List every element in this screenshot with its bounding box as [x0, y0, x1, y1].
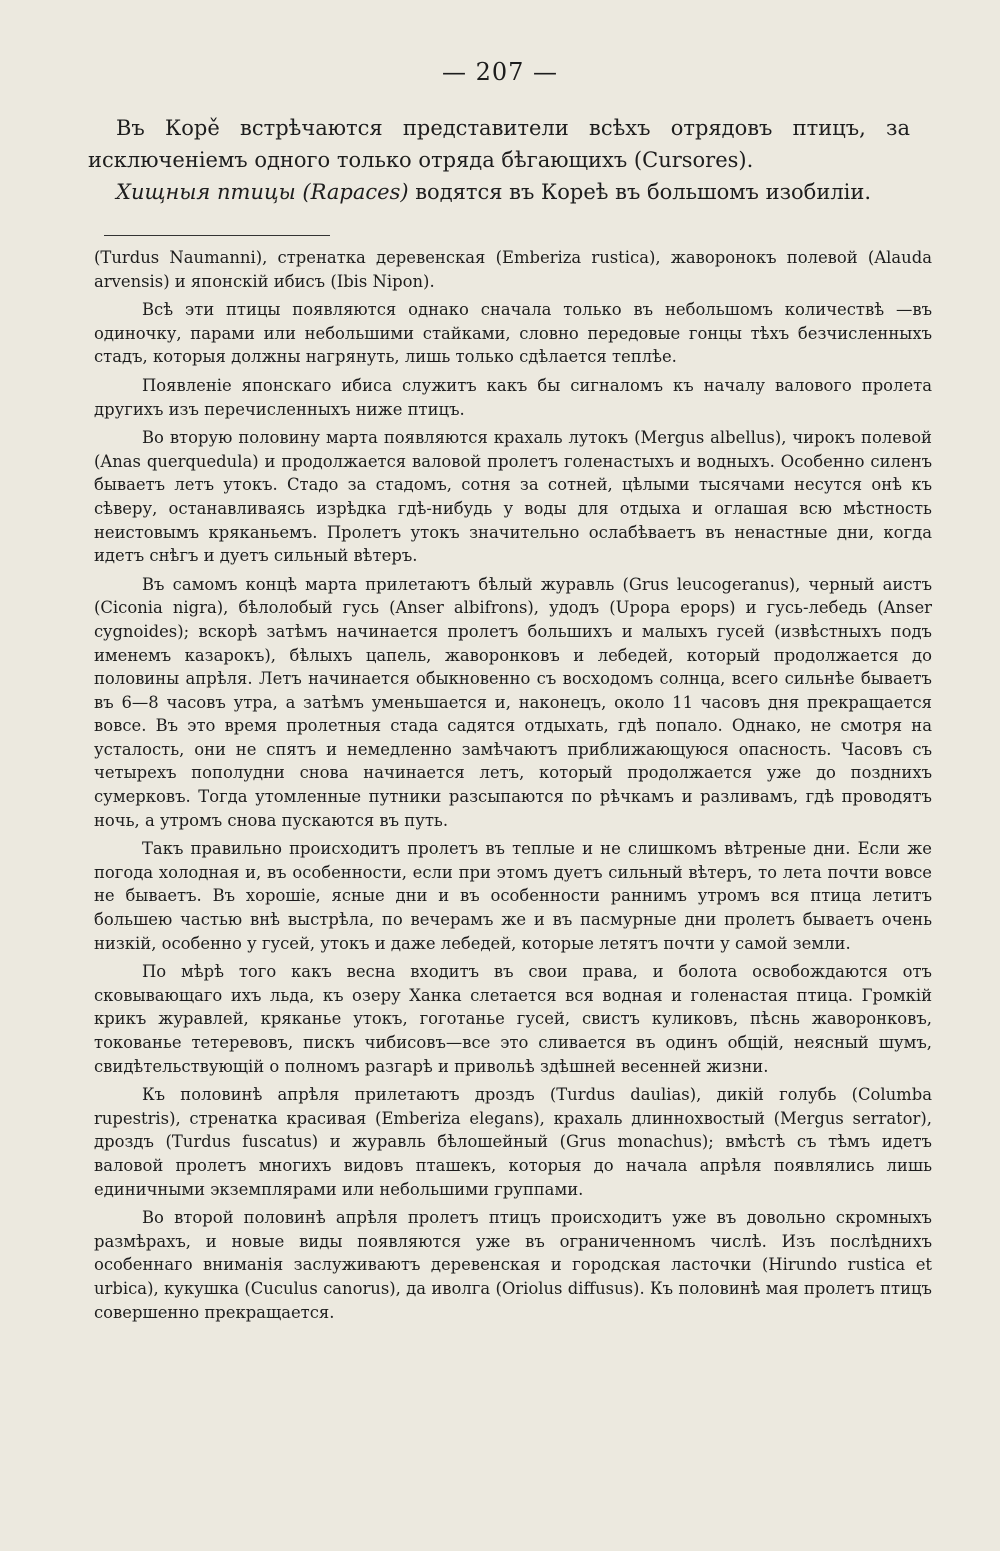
paragraph: Въ самомъ концѣ марта прилетаютъ бѣлый журавль (Grus leucogeranus), черный аистъ (Ciconia nigra), бѣлолобый гусь (Anser albifrons), удодъ (Upopa epops) и гусь-лебедь (Anser cygnoides); вскорѣ затѣмъ начинается пролетъ большихъ и малыхъ гусей (извѣстныхъ подъ именемъ казарокъ), бѣлыхъ цапель, жаворонковъ и лебедей, который продолжается до половины апрѣля. Летъ начинается обыкновенно съ восходомъ солнца, всего сильнѣе бываетъ въ 6—8 часовъ утра, а затѣмъ уменьшается и, наконецъ, около 11 часовъ дня прекращается вовсе. Въ это время пролетныя стада садятся отдыхать, гдѣ попало. Однако, не смотря на усталость, они не спятъ и немедленно замѣчаютъ приближающуюся опасность. Часовъ съ четырехъ пополудни снова начинается летъ, который продолжается уже до позднихъ сумерковъ. Тогда утомленные путники разсыпаются по рѣчкамъ и разливамъ, гдѣ проводятъ ночь, а утромъ снова пускаются въ путь. [94, 574, 932, 830]
heading-block [88, 112, 910, 208]
heading-sentence: Въ Коре̌ встрѣчаются представители всѣхъ отрядовъ птицъ, за исключеніемъ одного только отряда бѣгающихъ (Cursores). [88, 116, 910, 172]
paragraph: (Turdus Naumanni), стренатка деревенская (Emberiza rustica), жаворонокъ полевой (Alauda arvensis) и японскій ибисъ (Ibis Nipon). [94, 248, 932, 291]
paragraph: По мѣрѣ того какъ весна входитъ въ свои права, и болота освобождаются отъ сковывающаго ихъ льда, къ озеру Ханка слетается вся водная и голенастая птица. Громкій крикъ журавлей, кряканье утокъ, гоготанье гусей, свистъ куликовъ, пѣснь жаворонковъ, токованье тетеревовъ, пискъ чибисовъ—все это сливается въ одинъ общій, неясный шумъ, свидѣтельствующій о полномъ разгарѣ и привольѣ здѣшней весенней жизни. [94, 962, 932, 1076]
paragraph: Такъ правильно происходитъ пролетъ въ теплые и не слишкомъ вѣтреные дни. Если же погода холодная и, въ особенности, если при этомъ дуетъ сильный вѣтеръ, то лета почти вовсе не бываетъ. Въ хорошіе, ясные дни и въ особенности раннимъ утромъ вся птица летитъ большею частью внѣ выстрѣла, по вечерамъ же и въ пасмурные дни пролетъ бываетъ очень низкій, особенно у гусей, утокъ и даже лебедей, которые летятъ почти у самой земли. [94, 839, 932, 953]
paragraph: Къ половинѣ апрѣля прилетаютъ дроздъ (Turdus daulias), дикій голубь (Columba rupestris), стренатка красивая (Emberiza elegans), крахаль длиннохвостый (Mergus serrator), дроздъ (Turdus fuscatus) и журавль бѣлошейный (Grus monachus); вмѣстѣ съ тѣмъ идетъ валовой пролетъ многихъ видовъ пташекъ, которыя до начала апрѣля появлялись лишь единичными экземплярами или небольшими группами. [94, 1085, 932, 1199]
paragraph: Всѣ эти птицы появляются однако сначала только въ небольшомъ количествѣ —въ одиночку, парами или небольшими стайками, словно передовые гонцы тѣхъ безчисленныхъ стадъ, которыя должны нагрянуть, лишь только сдѣлается теплѣе. [94, 300, 932, 367]
raptors-term: Хищныя птицы (Rapaces) [116, 180, 409, 204]
section-divider [104, 235, 330, 236]
paragraph: Появленіе японскаго ибиса служитъ какъ бы сигналомъ къ началу валового пролета другихъ изъ перечисленныхъ ниже птицъ. [94, 375, 932, 419]
raptors-rest: водятся въ Кореѣ въ большомъ изобиліи. [408, 180, 872, 204]
paragraph: Во второй половинѣ апрѣля пролетъ птицъ происходитъ уже въ довольно скромныхъ размѣрахъ, и новые виды появляются уже въ ограниченномъ числѣ. Изъ послѣднихъ особеннаго вниманія заслуживаютъ деревенская и городская ласточки (Hirundo rustica et urbica), кукушка (Cuculus canorus), да иволга (Oriolus diffusus). Къ половинѣ мая пролетъ птицъ совершенно прекращается. [94, 1208, 932, 1322]
paragraph: Во вторую половину марта появляются крахаль лутокъ (Mergus albellus), чирокъ полевой (Anas querquedula) и продолжается валовой пролетъ голенастыхъ и водныхъ. Особенно силенъ бываетъ летъ утокъ. Стадо за стадомъ, сотня за сотней, цѣлыми тысячами несутся онѣ къ сѣверу, останавливаясь изрѣдка гдѣ-нибудь у воды для отдыха и оглашая всю мѣстность неистовымъ кряканьемъ. Пролетъ утокъ значительно ослабѣваетъ въ ненастные дни, когда идетъ снѣгъ и дуетъ сильный вѣтеръ. [94, 428, 932, 566]
page-number: — 207 — [441, 58, 559, 86]
body-text [94, 246, 932, 1329]
raptors-line [88, 176, 910, 208]
